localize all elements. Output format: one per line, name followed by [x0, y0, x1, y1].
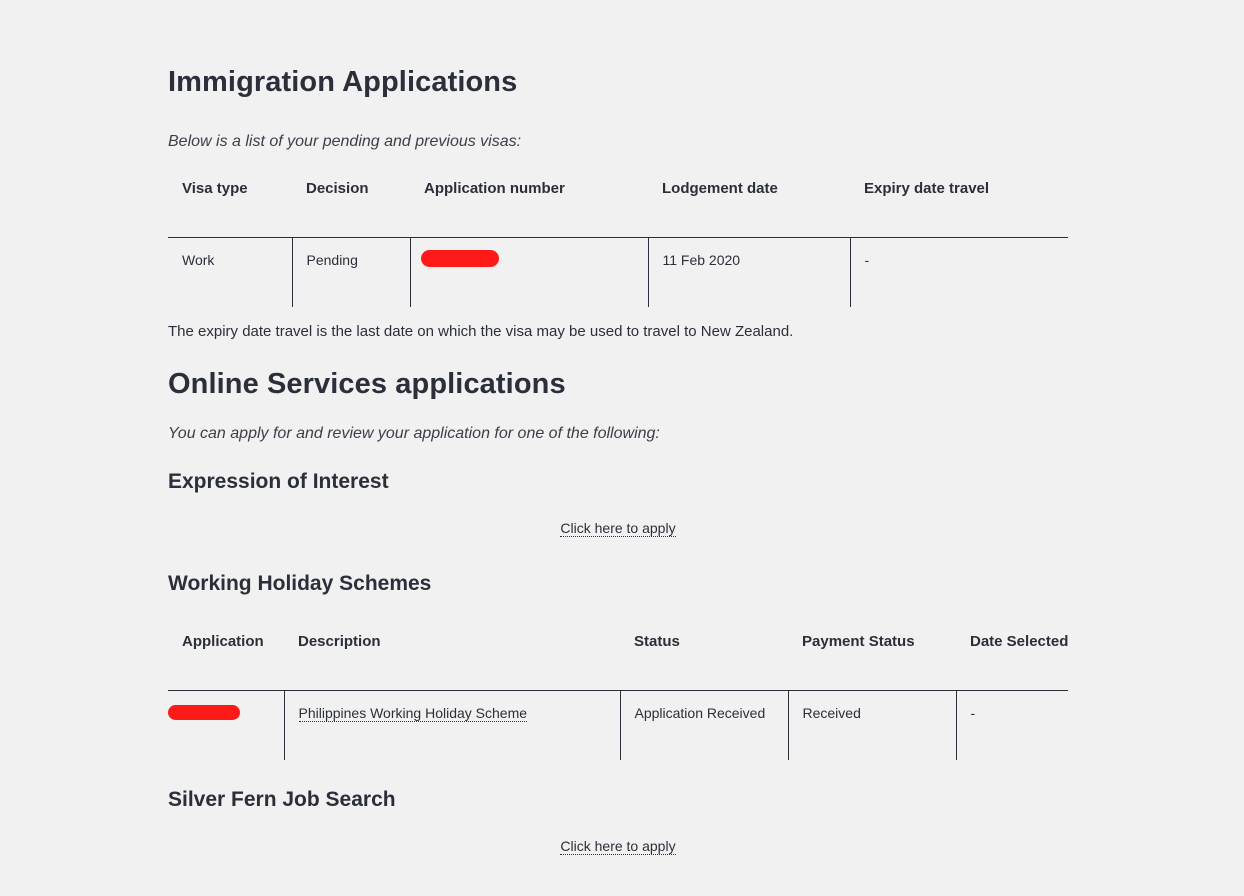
- cell-visa-type: Work: [182, 252, 215, 268]
- silver-fern-apply-link[interactable]: Click here to apply: [560, 838, 676, 854]
- header-decision: Decision: [306, 180, 369, 197]
- immigration-table: [168, 172, 1068, 307]
- silver-fern-title: Silver Fern Job Search: [168, 788, 396, 811]
- expiry-note: The expiry date travel is the last date on which the visa may be used to travel to New Zealand.: [168, 323, 794, 340]
- header-date-selected: Date Selected: [970, 633, 1069, 650]
- header-application: Application: [182, 633, 264, 650]
- header-visa-type: Visa type: [182, 180, 248, 197]
- cell-payment-status: Received: [788, 691, 956, 761]
- online-services-title: Online Services applications: [168, 368, 566, 400]
- header-application-number: Application number: [424, 180, 565, 197]
- eoi-title: Expression of Interest: [168, 470, 389, 493]
- cell-decision: Pending: [292, 238, 410, 308]
- cell-expiry-date: -: [850, 238, 1068, 308]
- whs-description-link[interactable]: Philippines Working Holiday Scheme: [298, 705, 528, 721]
- table-row: [168, 691, 1068, 761]
- table-row: [168, 238, 1068, 308]
- whs-title: Working Holiday Schemes: [168, 572, 432, 595]
- header-lodgement-date: Lodgement date: [662, 180, 778, 197]
- header-description: Description: [298, 633, 381, 650]
- whs-table: [168, 625, 1068, 760]
- eoi-apply-link[interactable]: Click here to apply: [560, 520, 676, 536]
- immigration-table-header: [168, 172, 1068, 238]
- header-status: Status: [634, 633, 680, 650]
- cell-application-number: [410, 238, 648, 308]
- online-services-intro: You can apply for and review your application for one of the following:: [168, 425, 660, 442]
- silver-fern-apply-row: [168, 838, 1068, 856]
- redaction-mark: [168, 705, 240, 720]
- immigration-title: Immigration Applications: [168, 66, 518, 98]
- header-expiry-date: Expiry date travel: [864, 180, 990, 197]
- cell-status: Application Received: [620, 691, 788, 761]
- immigration-intro: Below is a list of your pending and previous visas:: [168, 133, 522, 150]
- cell-description: [284, 691, 620, 761]
- redaction-mark: [421, 250, 499, 267]
- header-payment-status: Payment Status: [802, 633, 915, 650]
- cell-application: [168, 691, 284, 761]
- cell-lodgement-date: 11 Feb 2020: [648, 238, 850, 308]
- cell-date-selected: -: [956, 691, 1068, 761]
- eoi-apply-row: [168, 520, 1068, 538]
- whs-table-header: [168, 625, 1068, 691]
